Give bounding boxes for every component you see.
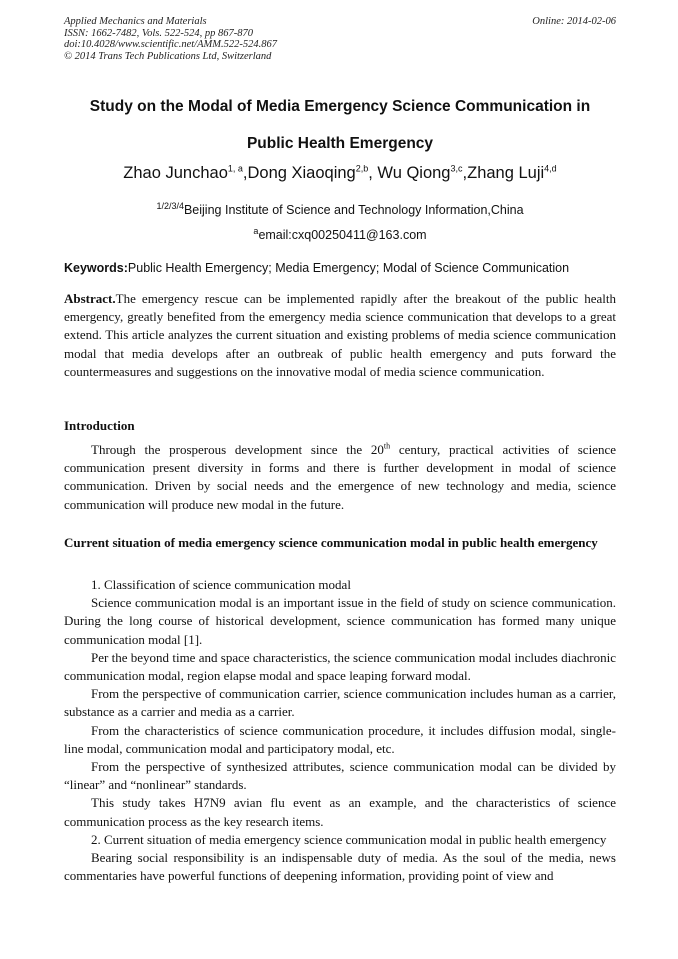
affiliation-sup: 1/2/3/4 xyxy=(156,200,184,211)
author-sep: , xyxy=(462,164,468,182)
section-heading-current-situation: Current situation of media emergency science communication modal in public health emergency xyxy=(64,535,598,550)
paragraph: From the characteristics of science communication procedure, it includes diffusion modal, single-line modal, communication modal and participatory modal, etc. xyxy=(64,722,616,756)
author-sup: 4,d xyxy=(544,163,557,174)
journal-header xyxy=(64,16,616,62)
author-sep: , xyxy=(242,164,248,182)
paragraph: From the perspective of synthesized attributes, science communication modal can be divided by “linear” and “nonlinear” standards. xyxy=(64,759,616,793)
list-item-1: 1. Classification of science communication modal xyxy=(91,577,351,592)
keywords-label: Keywords: xyxy=(64,261,128,275)
online-date: Online: 2014-02-06 xyxy=(532,16,616,27)
abstract-text: The emergency rescue can be implemented rapidly after the breakout of the public health emergency, greatly benefited from the emergency media science communication that develops to a great extend. This article analyzes the current situation and existing problems of media science communication modal that media develops after an outbreak of public health emergency and puts forward the countermeasures and suggestions on the innovative modal of media science communication. xyxy=(64,291,616,379)
email-sup: a xyxy=(253,225,259,236)
paper-title xyxy=(64,88,616,162)
author-email xyxy=(64,227,616,243)
paragraph: This study takes H7N9 avian flu event as an example, and the characteristics of science communication process as the key research items. xyxy=(64,795,616,829)
list-item-2: 2. Current situation of media emergency science communication modal in public health emergency xyxy=(91,831,607,847)
author-name: Wu Qiong xyxy=(377,164,451,182)
title-line-2: Public Health Emergency xyxy=(246,135,434,152)
author-sep: , xyxy=(368,164,378,182)
copyright-line: © 2014 Trans Tech Publications Ltd, Switzerland xyxy=(64,50,272,62)
author-list xyxy=(64,162,616,184)
email-text: email:cxq00250411@163.com xyxy=(258,228,427,242)
intro-sup: th xyxy=(383,441,391,451)
introduction-body xyxy=(64,441,616,514)
keywords-text: Public Health Emergency; Media Emergency; Modal of Science Communication xyxy=(127,261,570,275)
affiliation-text: Beijing Institute of Science and Technology Information,China xyxy=(183,203,524,217)
intro-text-pre: Through the prosperous development since the 20 xyxy=(91,442,384,457)
affiliation xyxy=(64,202,616,218)
section-heading-introduction: Introduction xyxy=(64,418,135,433)
paragraph: Science communication modal is an important issue in the field of study on science communication. During the long course of historical development, science communication has formed many unique communication modal [1]. xyxy=(64,595,616,647)
journal-name: Applied Mechanics and Materials xyxy=(64,16,207,27)
intro-text-post: century, practical activities of science communication present diversity in forms and there is further development in modal of science communication. Driven by social needs and the emergence of new technology and media, science communication will produce new modal in the future. xyxy=(64,442,617,512)
author-sup: 1, a xyxy=(227,163,243,174)
abstract-label: Abstract. xyxy=(64,291,116,306)
author-sup: 2,b xyxy=(355,163,369,174)
paragraph: Bearing social responsibility is an indispensable duty of media. As the soul of the media, news commentaries have powerful functions of deepening information, providing point of view and xyxy=(64,850,616,884)
author-name: Dong Xiaoqing xyxy=(247,164,356,182)
paragraph: From the perspective of communication carrier, science communication includes human as a carrier, substance as a carrier and media as a carrier. xyxy=(64,686,616,720)
issn-line: ISSN: 1662-7482, Vols. 522-524, pp 867-870 xyxy=(64,27,253,39)
author-name: Zhao Junchao xyxy=(123,164,228,182)
author-name: Zhang Luji xyxy=(467,164,545,182)
current-situation-body xyxy=(64,576,616,885)
abstract xyxy=(64,290,616,381)
keywords xyxy=(64,260,616,276)
author-sup: 3,c xyxy=(450,163,463,174)
paragraph: Per the beyond time and space characteristics, the science communication modal includes diachronic communication modal, region elapse modal and space leaping forward modal. xyxy=(64,649,616,684)
doi-line: doi:10.4028/www.scientific.net/AMM.522-524.867 xyxy=(64,39,277,50)
title-line-1: Study on the Modal of Media Emergency Science Communication in xyxy=(89,98,591,115)
